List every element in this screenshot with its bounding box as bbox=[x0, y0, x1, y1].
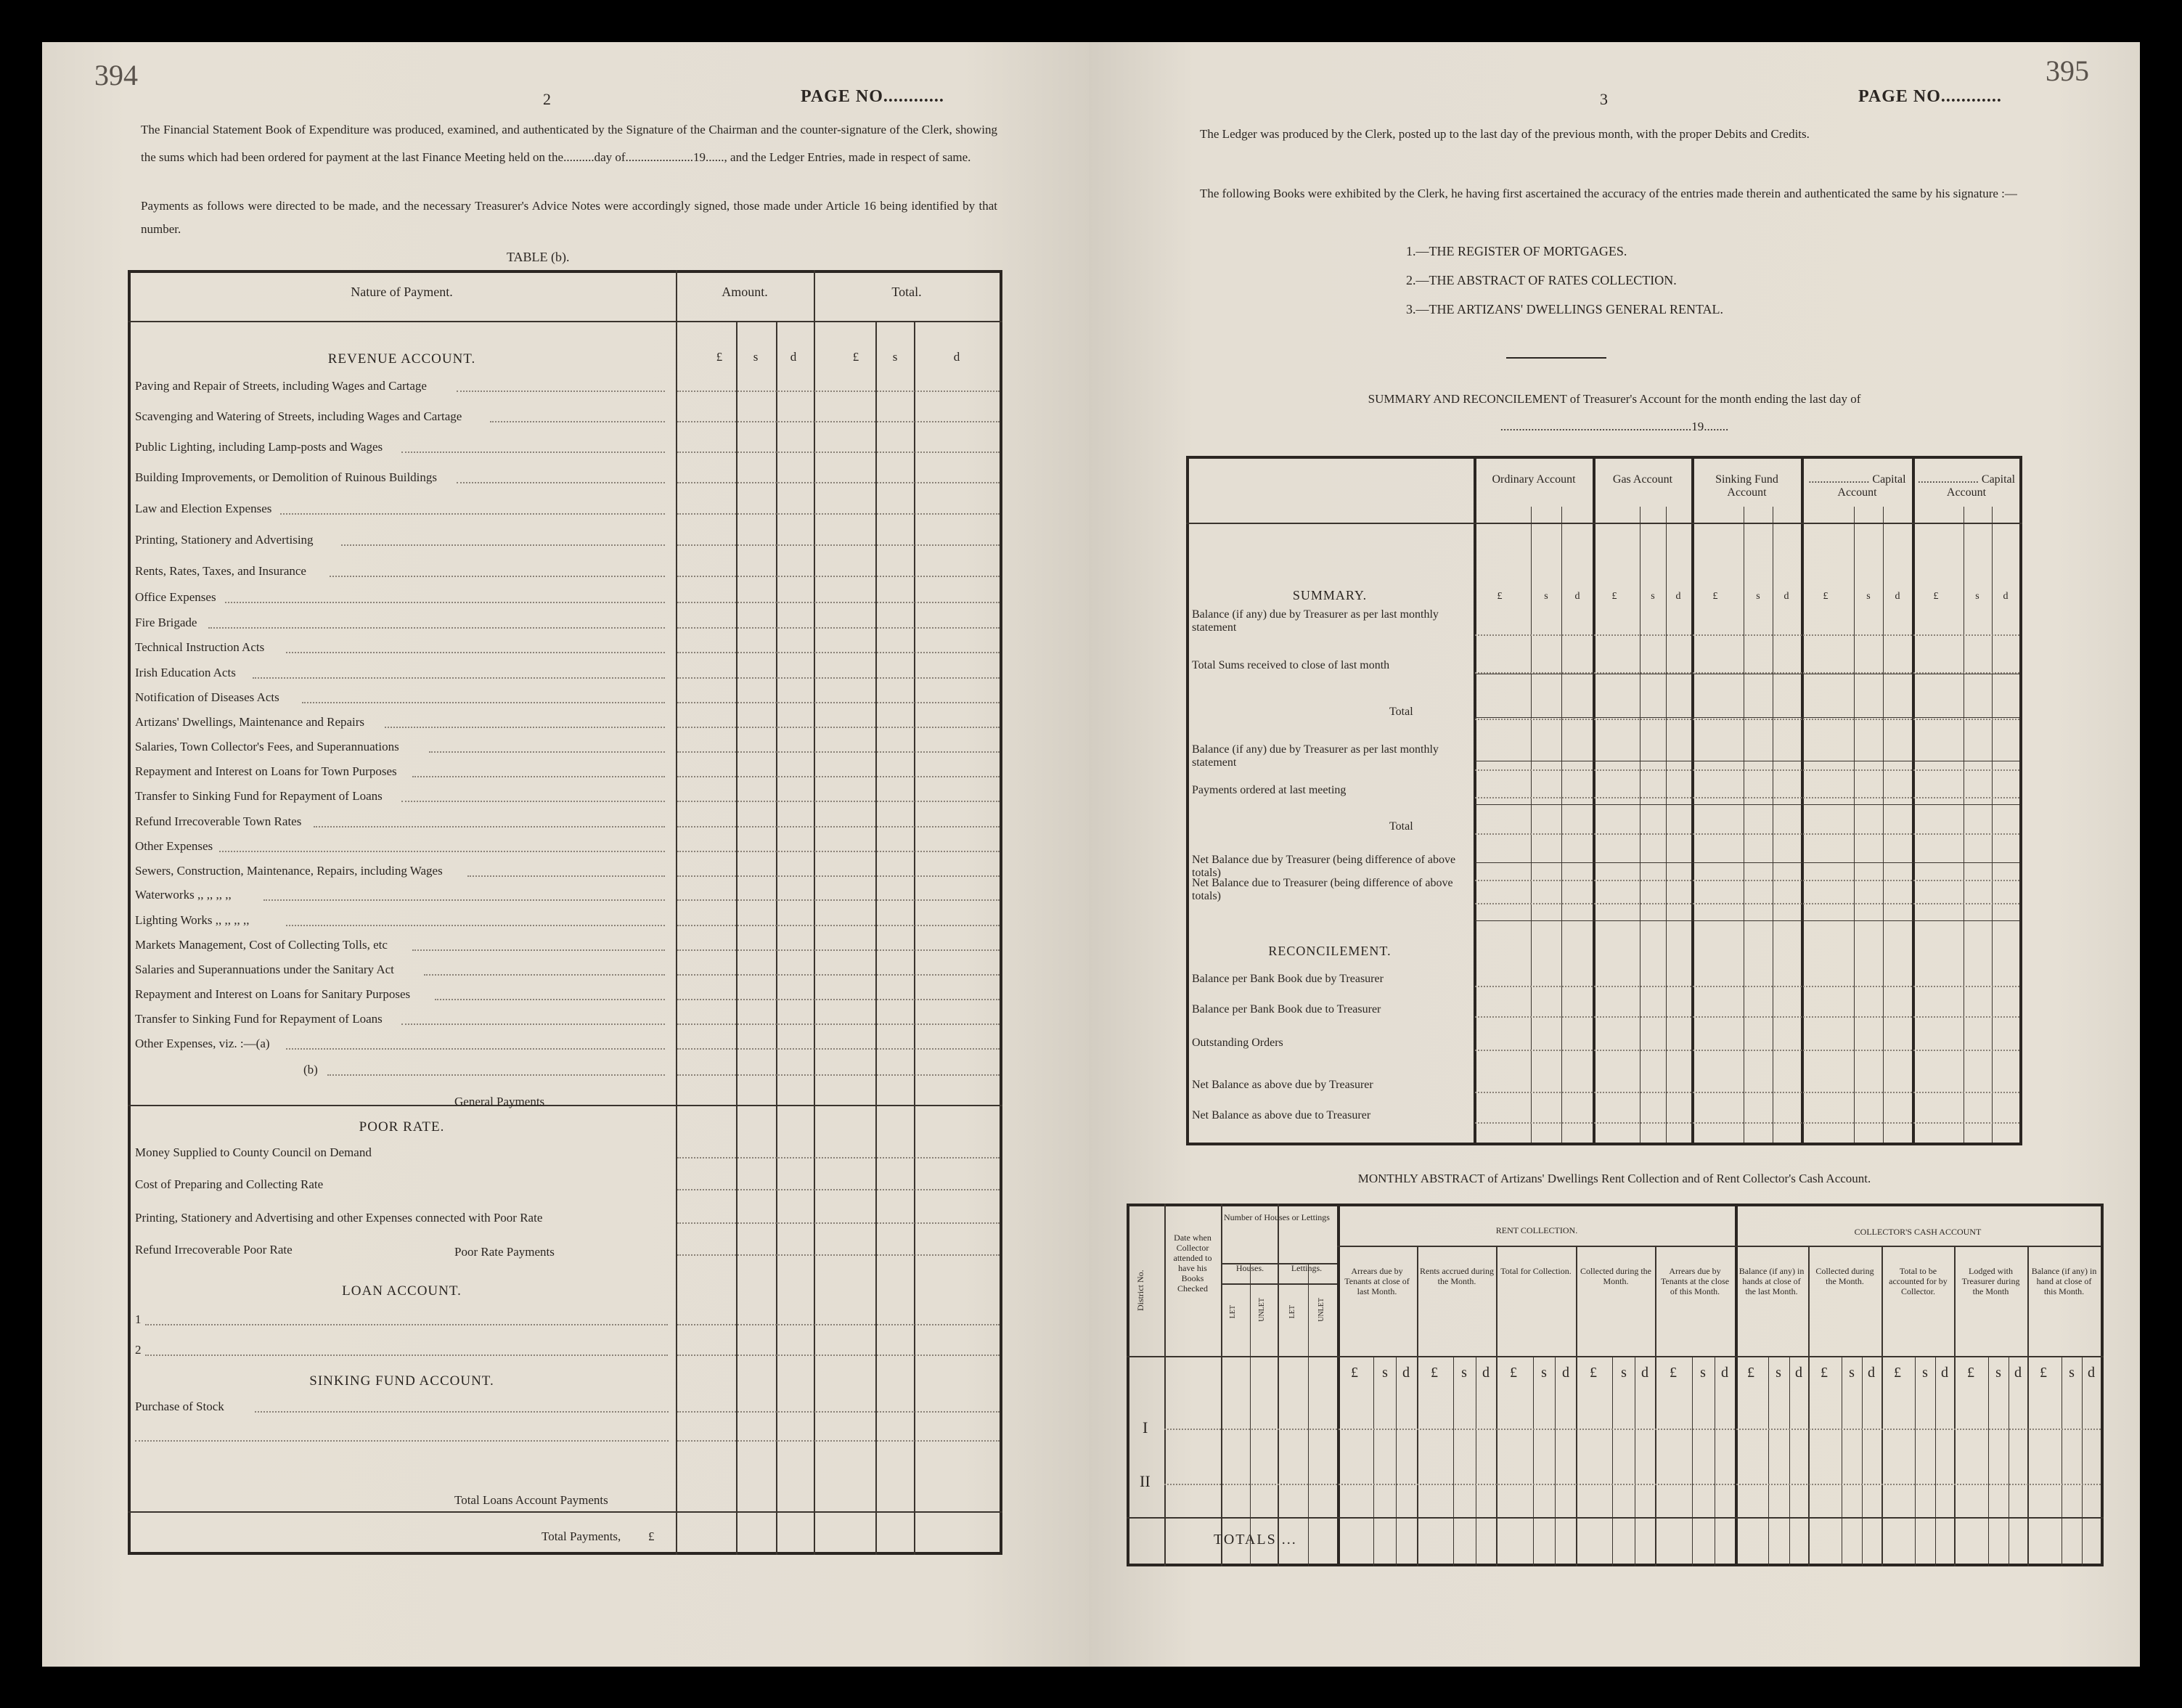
column-divider bbox=[1250, 1264, 1251, 1566]
revenue-item: Refund Irrecoverable Town Rates bbox=[135, 814, 302, 828]
revenue-item: Notification of Diseases Acts bbox=[135, 690, 279, 704]
row-rule bbox=[1475, 1050, 2019, 1051]
lsd-divider bbox=[2082, 1356, 2083, 1566]
amount-rule bbox=[677, 1189, 1000, 1190]
column-divider bbox=[1881, 1246, 1883, 1566]
monthly-unit: d bbox=[1941, 1365, 1948, 1381]
monthly-unit: d bbox=[2014, 1365, 2022, 1381]
summary-column-header: Sinking Fund Account bbox=[1715, 473, 1778, 499]
dotted-leader bbox=[135, 1440, 669, 1442]
lsd-divider bbox=[1666, 507, 1667, 1143]
amount-rule bbox=[677, 826, 1000, 828]
dotted-leader bbox=[435, 999, 665, 1000]
amount-rule bbox=[677, 513, 1000, 515]
sinking-fund-heading: SINKING FUND ACCOUNT. bbox=[309, 1373, 494, 1389]
dotted-leader bbox=[490, 421, 665, 422]
unlet-header: UNLET bbox=[1317, 1298, 1325, 1322]
dotted-leader bbox=[457, 482, 665, 483]
monthly-unit: £ bbox=[1510, 1365, 1517, 1381]
column-divider bbox=[1576, 1246, 1577, 1566]
lsd-divider bbox=[1988, 1356, 1989, 1566]
column-divider bbox=[1417, 1246, 1418, 1566]
summary-unit: £ bbox=[1712, 591, 1718, 602]
summary-unit: s bbox=[1651, 591, 1655, 602]
dotted-leader bbox=[225, 602, 665, 603]
lsd-divider bbox=[1789, 1356, 1790, 1566]
reconcilement-row-label: Net Balance as above due by Treasurer bbox=[1192, 1079, 1373, 1091]
section-rule bbox=[1475, 717, 2019, 718]
dotted-leader bbox=[341, 544, 665, 546]
amount-rule bbox=[677, 851, 1000, 852]
monthly-unit: £ bbox=[1670, 1365, 1677, 1381]
monthly-sub-header: Rents accrued during the Month. bbox=[1420, 1266, 1494, 1286]
amount-rule bbox=[677, 602, 1000, 603]
revenue-item: Salaries, Town Collector's Fees, and Superannuations bbox=[135, 740, 399, 753]
dotted-leader bbox=[467, 875, 665, 877]
monthly-unit: d bbox=[1868, 1365, 1875, 1381]
books-paragraph: The following Books were exhibited by the Clerk, he having first ascertained the accuracy of the entries made therein and authenticated the same by his signature :— bbox=[1200, 187, 2017, 200]
summary-row-label: Payments ordered at last meeting bbox=[1192, 784, 1347, 796]
monthly-unit: £ bbox=[2040, 1365, 2047, 1381]
monthly-unit: s bbox=[1700, 1365, 1706, 1381]
poor-rate-item: Cost of Preparing and Collecting Rate bbox=[135, 1177, 324, 1191]
reconcilement-row-label: Balance per Bank Book due to Treasurer bbox=[1192, 1003, 1381, 1016]
amount-rule bbox=[677, 899, 1000, 901]
dotted-leader bbox=[457, 391, 665, 392]
row-rule bbox=[1475, 986, 2019, 987]
payments-table bbox=[128, 270, 1002, 1555]
general-payments-label: General Payments bbox=[454, 1095, 545, 1108]
row-rule bbox=[1475, 903, 2019, 904]
summary-unit: s bbox=[1866, 591, 1871, 602]
amount-rule bbox=[677, 482, 1000, 483]
amount-rule bbox=[677, 999, 1000, 1000]
lettings-header: Lettings. bbox=[1291, 1263, 1323, 1273]
summary-unit: d bbox=[2003, 591, 2009, 602]
amount-rule bbox=[677, 702, 1000, 703]
lsd-divider bbox=[1883, 507, 1884, 1143]
column-divider bbox=[1308, 1264, 1309, 1566]
revenue-item: Fire Brigade bbox=[135, 616, 197, 629]
amount-rule bbox=[677, 677, 1000, 679]
monthly-unit: d bbox=[1721, 1365, 1728, 1381]
amount-rule bbox=[677, 1324, 1000, 1325]
dotted-leader bbox=[327, 1074, 665, 1076]
number-houses-header: Number of Houses or Lettings bbox=[1224, 1212, 1330, 1222]
column-divider bbox=[1655, 1246, 1656, 1566]
column-divider bbox=[1278, 1204, 1279, 1566]
summary-unit: s bbox=[1756, 591, 1760, 602]
sinking-fund-item: Purchase of Stock bbox=[135, 1400, 224, 1413]
monthly-unit: £ bbox=[1351, 1365, 1358, 1381]
dotted-leader bbox=[286, 1048, 665, 1050]
amount-rule bbox=[677, 1354, 1000, 1356]
dotted-leader bbox=[145, 1324, 668, 1325]
unit-pence: d bbox=[953, 350, 960, 364]
monthly-unit: £ bbox=[1894, 1365, 1901, 1381]
monthly-unit: s bbox=[2069, 1365, 2075, 1381]
revenue-item: Artizans' Dwellings, Maintenance and Repairs bbox=[135, 715, 365, 729]
dotted-leader bbox=[286, 925, 665, 926]
amount-rule bbox=[677, 727, 1000, 728]
dotted-leader bbox=[286, 652, 665, 653]
reconcilement-heading: RECONCILEMENT. bbox=[1268, 944, 1392, 958]
summary-row-label: Balance (if any) due by Treasurer as per last monthly statement bbox=[1192, 608, 1439, 634]
summary-unit: d bbox=[1895, 591, 1900, 602]
page-number: 3 bbox=[1600, 90, 1608, 108]
row-rule bbox=[1475, 1122, 2019, 1124]
monthly-unit: s bbox=[1995, 1365, 2001, 1381]
lsd-divider bbox=[1612, 1356, 1613, 1566]
summary-row-label: Balance (if any) due by Treasurer as per last monthly statement bbox=[1192, 743, 1439, 769]
unit-pound: £ bbox=[852, 350, 859, 364]
column-divider bbox=[1337, 1204, 1340, 1566]
reconcilement-row-label: Balance per Bank Book due by Treasurer bbox=[1192, 973, 1384, 985]
monthly-unit: s bbox=[1776, 1365, 1781, 1381]
revenue-item: Repayment and Interest on Loans for Sanitary Purposes bbox=[135, 987, 411, 1001]
revenue-item: Salaries and Superannuations under the Sanitary Act bbox=[135, 963, 394, 976]
dotted-leader bbox=[219, 851, 665, 852]
monthly-unit: d bbox=[1641, 1365, 1648, 1381]
column-nature: Nature of Payment. bbox=[351, 285, 453, 299]
row-rule bbox=[1164, 1429, 2101, 1430]
revenue-heading: REVENUE ACCOUNT. bbox=[327, 351, 476, 367]
column-divider bbox=[1164, 1204, 1166, 1566]
unit-shilling: s bbox=[753, 350, 759, 364]
monthly-unit: s bbox=[1382, 1365, 1388, 1381]
monthly-unit: s bbox=[1922, 1365, 1928, 1381]
dotted-leader bbox=[263, 899, 665, 901]
amount-rule bbox=[677, 875, 1000, 877]
monthly-sub-header: Lodged with Treasurer during the Month bbox=[1961, 1266, 2020, 1296]
monthly-sub-header: Balance (if any) in hands at close of the last Month. bbox=[1738, 1266, 1805, 1296]
row-rule bbox=[1164, 1484, 2101, 1485]
summary-unit: d bbox=[1783, 591, 1789, 602]
revenue-item: Lighting Works ,, ,, ,, ,, bbox=[135, 913, 250, 927]
lsd-divider bbox=[1453, 1356, 1454, 1566]
summary-unit: s bbox=[1975, 591, 1979, 602]
amount-rule bbox=[677, 544, 1000, 546]
row-rule bbox=[1475, 797, 2019, 798]
summary-unit: d bbox=[1675, 591, 1681, 602]
folio-number: 395 bbox=[2046, 54, 2089, 87]
revenue-item: Irish Education Acts bbox=[135, 666, 236, 679]
page-no-label: PAGE NO............ bbox=[801, 87, 944, 106]
amount-rule bbox=[677, 576, 1000, 577]
row-rule bbox=[1475, 1092, 2019, 1093]
revenue-item: Other Expenses bbox=[135, 839, 213, 853]
poor-rate-item: Refund Irrecoverable Poor Rate bbox=[135, 1243, 293, 1257]
row-rule bbox=[1475, 769, 2019, 771]
row-rule bbox=[1475, 719, 2019, 720]
unit-pound: £ bbox=[716, 350, 723, 364]
column-divider bbox=[1808, 1246, 1810, 1566]
dotted-leader bbox=[401, 451, 665, 453]
monthly-unit: s bbox=[1461, 1365, 1467, 1381]
poor-rate-item: Money Supplied to County Council on Demand bbox=[135, 1145, 372, 1159]
monthly-unit: s bbox=[1849, 1365, 1855, 1381]
dotted-leader bbox=[424, 974, 665, 976]
revenue-item: Transfer to Sinking Fund for Repayment of Loans bbox=[135, 1012, 383, 1026]
revenue-item: (b) bbox=[303, 1063, 318, 1076]
unlet-header: UNLET bbox=[1258, 1298, 1266, 1322]
cash-account-header: COLLECTOR'S CASH ACCOUNT bbox=[1854, 1227, 1982, 1237]
header-rule bbox=[1337, 1246, 2101, 1247]
page-number: 2 bbox=[543, 90, 551, 108]
revenue-item: Waterworks ,, ,, ,, ,, bbox=[135, 888, 232, 902]
monthly-sub-header: Balance (if any) in hand at close of this Month. bbox=[2031, 1266, 2097, 1296]
row-rule bbox=[1475, 1016, 2019, 1018]
dotted-leader bbox=[253, 677, 665, 679]
reconcilement-row-label: Outstanding Orders bbox=[1192, 1037, 1283, 1049]
revenue-item: Public Lighting, including Lamp-posts and Wages bbox=[135, 440, 383, 454]
unit-pence: d bbox=[790, 350, 797, 364]
column-divider bbox=[1496, 1246, 1497, 1566]
monthly-unit: d bbox=[1562, 1365, 1569, 1381]
summary-table bbox=[1186, 456, 2022, 1145]
dotted-leader bbox=[401, 801, 665, 802]
amount-rule bbox=[677, 925, 1000, 926]
revenue-item: Other Expenses, viz. :—(a) bbox=[135, 1037, 270, 1050]
lsd-divider bbox=[1862, 1356, 1863, 1566]
amount-rule bbox=[677, 1074, 1000, 1076]
revenue-item: Technical Instruction Acts bbox=[135, 640, 265, 654]
totals-label: TOTALS ... bbox=[1214, 1532, 1297, 1548]
summary-unit: £ bbox=[1823, 591, 1828, 602]
total-currency: £ bbox=[648, 1529, 655, 1543]
revenue-item: Markets Management, Cost of Collecting Tolls, etc bbox=[135, 938, 388, 952]
revenue-item: Office Expenses bbox=[135, 590, 216, 604]
summary-column-header: Gas Account bbox=[1612, 473, 1673, 486]
date-when-header: Date when Collector attended to have his Books Checked bbox=[1173, 1233, 1212, 1294]
totals-rule bbox=[1127, 1517, 2104, 1519]
page-no-label: PAGE NO............ bbox=[1858, 87, 2002, 106]
table-title: TABLE (b). bbox=[507, 250, 570, 264]
loan-heading: LOAN ACCOUNT. bbox=[342, 1283, 462, 1299]
total-loans-label: Total Loans Account Payments bbox=[454, 1493, 608, 1507]
amount-rule bbox=[677, 751, 1000, 753]
monthly-unit: s bbox=[1621, 1365, 1627, 1381]
amount-rule bbox=[677, 627, 1000, 629]
monthly-unit: £ bbox=[1747, 1365, 1754, 1381]
monthly-abstract-title: MONTHLY ABSTRACT of Artizans' Dwellings Rent Collection and of Rent Collector's Cash Account. bbox=[1357, 1172, 1871, 1185]
folio-number: 394 bbox=[94, 59, 138, 91]
monthly-sub-header: Arrears due by Tenants at close of last Month. bbox=[1344, 1266, 1410, 1296]
monthly-unit: d bbox=[1482, 1365, 1490, 1381]
column-divider bbox=[1221, 1204, 1222, 1566]
reconcilement-row-label: Net Balance as above due to Treasurer bbox=[1192, 1109, 1371, 1121]
summary-title: SUMMARY AND RECONCILEMENT of Treasurer's Account for the month ending the last day of bbox=[1368, 392, 1861, 406]
amount-rule bbox=[677, 1048, 1000, 1050]
monthly-unit: £ bbox=[1431, 1365, 1438, 1381]
dotted-leader bbox=[145, 1354, 668, 1356]
amount-rule bbox=[677, 1157, 1000, 1159]
amount-rule bbox=[677, 1411, 1000, 1413]
monthly-sub-header: Arrears due by Tenants at the close of this Month. bbox=[1660, 1266, 1730, 1296]
monthly-unit: d bbox=[2088, 1365, 2095, 1381]
monthly-sub-header: Total for Collection. bbox=[1500, 1266, 1572, 1276]
dotted-leader bbox=[280, 513, 665, 515]
poor-rate-item: Printing, Stationery and Advertising and other Expenses connected with Poor Rate bbox=[135, 1211, 543, 1225]
summary-unit: £ bbox=[1497, 591, 1503, 602]
total-payments-label: Total Payments, bbox=[542, 1529, 621, 1543]
dotted-leader bbox=[255, 1411, 669, 1413]
lsd-divider bbox=[1768, 1356, 1769, 1566]
let-header: LET bbox=[1288, 1305, 1296, 1319]
right-page bbox=[1089, 42, 2140, 1667]
amount-rule bbox=[677, 1023, 1000, 1025]
summary-column-header: Ordinary Account bbox=[1492, 473, 1576, 486]
lsd-divider bbox=[1531, 507, 1532, 1143]
row-rule bbox=[1475, 833, 2019, 835]
summary-heading: SUMMARY. bbox=[1292, 588, 1368, 602]
dotted-leader bbox=[401, 1023, 665, 1025]
dotted-leader bbox=[314, 826, 665, 828]
monthly-abstract-table bbox=[1127, 1204, 2104, 1566]
poor-rate-payments-label: Poor Rate Payments bbox=[454, 1245, 555, 1259]
book-item: 2.—THE ABSTRACT OF RATES COLLECTION. bbox=[1406, 273, 1677, 287]
revenue-item: Repayment and Interest on Loans for Town Purposes bbox=[135, 764, 397, 778]
amount-rule bbox=[677, 776, 1000, 777]
amount-rule bbox=[677, 974, 1000, 976]
book-item: 3.—THE ARTIZANS' DWELLINGS GENERAL RENTAL. bbox=[1406, 302, 1724, 316]
houses-header: Houses. bbox=[1235, 1263, 1264, 1273]
revenue-item: Transfer to Sinking Fund for Repayment of Loans bbox=[135, 789, 383, 803]
revenue-item: Rents, Rates, Taxes, and Insurance bbox=[135, 564, 306, 578]
summary-column-header: ..................... Capital Account bbox=[1808, 473, 1906, 499]
lsd-divider bbox=[1373, 1356, 1374, 1566]
summary-column-header: ..................... Capital Account bbox=[1917, 473, 2016, 499]
summary-unit: d bbox=[1574, 591, 1580, 602]
summary-row-label: Net Balance due by Treasurer (being difference of above totals) bbox=[1192, 854, 1456, 879]
summary-title-date: ..............................................................19........ bbox=[1500, 420, 1729, 433]
summary-row-label: Total bbox=[1389, 706, 1413, 718]
monthly-sub-header: Total to be accounted for by Collector. bbox=[1889, 1266, 1948, 1296]
lsd-divider bbox=[1854, 507, 1855, 1143]
column-divider bbox=[1954, 1246, 1956, 1566]
header-rule bbox=[1221, 1283, 1337, 1285]
monthly-sub-header: Collected during the Month. bbox=[1580, 1266, 1651, 1286]
monthly-unit: £ bbox=[1967, 1365, 1974, 1381]
row-rule bbox=[1475, 634, 2019, 636]
amount-rule bbox=[677, 1440, 1000, 1442]
amount-rule bbox=[677, 949, 1000, 951]
unit-shilling: s bbox=[892, 350, 898, 364]
column-total: Total. bbox=[891, 285, 922, 299]
lsd-divider bbox=[1992, 507, 1993, 1143]
column-divider bbox=[1735, 1204, 1738, 1566]
dotted-leader bbox=[429, 751, 665, 753]
loan-item: 2 bbox=[135, 1343, 142, 1357]
revenue-item: Paving and Repair of Streets, including Wages and Cartage bbox=[135, 379, 427, 393]
revenue-item: Building Improvements, or Demolition of Ruinous Buildings bbox=[135, 470, 438, 484]
district-row-label: II bbox=[1140, 1472, 1151, 1490]
summary-unit: £ bbox=[1611, 591, 1617, 602]
summary-row-label: Total Sums received to close of last month bbox=[1192, 659, 1390, 671]
dotted-leader bbox=[208, 627, 665, 629]
header-rule bbox=[1127, 1356, 2104, 1357]
lsd-divider bbox=[1533, 1356, 1534, 1566]
divider bbox=[1506, 357, 1606, 359]
district-no-header: District No. bbox=[1135, 1270, 1145, 1312]
monthly-unit: s bbox=[1541, 1365, 1547, 1381]
ledger-paragraph: The Ledger was produced by the Clerk, posted up to the last day of the previous month, with the proper Debits and Credits. bbox=[1200, 127, 1810, 141]
section-rule bbox=[1475, 804, 2019, 805]
district-row-label: I bbox=[1143, 1418, 1148, 1437]
revenue-item: Scavenging and Watering of Streets, including Wages and Cartage bbox=[135, 409, 462, 423]
amount-rule bbox=[677, 421, 1000, 422]
intro-paragraph: The Financial Statement Book of Expenditure was produced, examined, and authenticated by the Signature of the Chairman and the counter-signature of the Clerk, showing the sums which had been ordered for payment at the last Finance Meeting held on the..........day of......................19......, and the Ledger Entries, made in respect of same. bbox=[141, 123, 997, 164]
dotted-leader bbox=[330, 576, 665, 577]
dotted-leader bbox=[412, 776, 665, 777]
column-divider bbox=[2027, 1246, 2029, 1566]
revenue-item: Law and Election Expenses bbox=[135, 502, 272, 515]
monthly-unit: d bbox=[1402, 1365, 1410, 1381]
column-amount: Amount. bbox=[722, 285, 768, 299]
amount-rule bbox=[677, 451, 1000, 453]
amount-rule bbox=[677, 652, 1000, 653]
dotted-leader bbox=[385, 727, 665, 728]
payments-paragraph: Payments as follows were directed to be made, and the necessary Treasurer's Advice Notes were accordingly signed, those made under Article 16 being identified by that number. bbox=[141, 199, 997, 236]
lsd-divider bbox=[1555, 1356, 1556, 1566]
summary-unit: £ bbox=[1933, 591, 1939, 602]
amount-rule bbox=[677, 1254, 1000, 1256]
row-rule bbox=[1475, 880, 2019, 881]
section-rule bbox=[1475, 920, 2019, 921]
poor-rate-heading: POOR RATE. bbox=[359, 1119, 445, 1135]
amount-rule bbox=[677, 801, 1000, 802]
revenue-item: Printing, Stationery and Advertising bbox=[135, 533, 314, 547]
amount-rule bbox=[677, 1222, 1000, 1224]
monthly-sub-header: Collected during the Month. bbox=[1815, 1266, 1874, 1286]
loan-item: 1 bbox=[135, 1312, 142, 1326]
amount-rule bbox=[677, 391, 1000, 392]
summary-row-label: Total bbox=[1389, 820, 1413, 833]
lsd-divider bbox=[1396, 1356, 1397, 1566]
book-item: 1.—THE REGISTER OF MORTGAGES. bbox=[1406, 244, 1627, 258]
section-rule bbox=[1475, 862, 2019, 863]
left-page bbox=[42, 42, 1089, 1667]
dotted-leader bbox=[412, 949, 665, 951]
dotted-leader bbox=[302, 702, 665, 703]
rent-collection-header: RENT COLLECTION. bbox=[1495, 1225, 1578, 1235]
lsd-divider bbox=[1692, 1356, 1693, 1566]
let-header: LET bbox=[1229, 1305, 1237, 1319]
revenue-item: Sewers, Construction, Maintenance, Repairs, including Wages bbox=[135, 864, 443, 878]
lsd-divider bbox=[1561, 507, 1562, 1143]
lsd-divider bbox=[1935, 1356, 1936, 1566]
lsd-divider bbox=[1915, 1356, 1916, 1566]
monthly-unit: £ bbox=[1821, 1365, 1828, 1381]
monthly-unit: d bbox=[1795, 1365, 1802, 1381]
monthly-unit: £ bbox=[1590, 1365, 1597, 1381]
summary-row-label: Net Balance due to Treasurer (being difference of above totals) bbox=[1192, 877, 1453, 902]
summary-unit: s bbox=[1544, 591, 1548, 602]
